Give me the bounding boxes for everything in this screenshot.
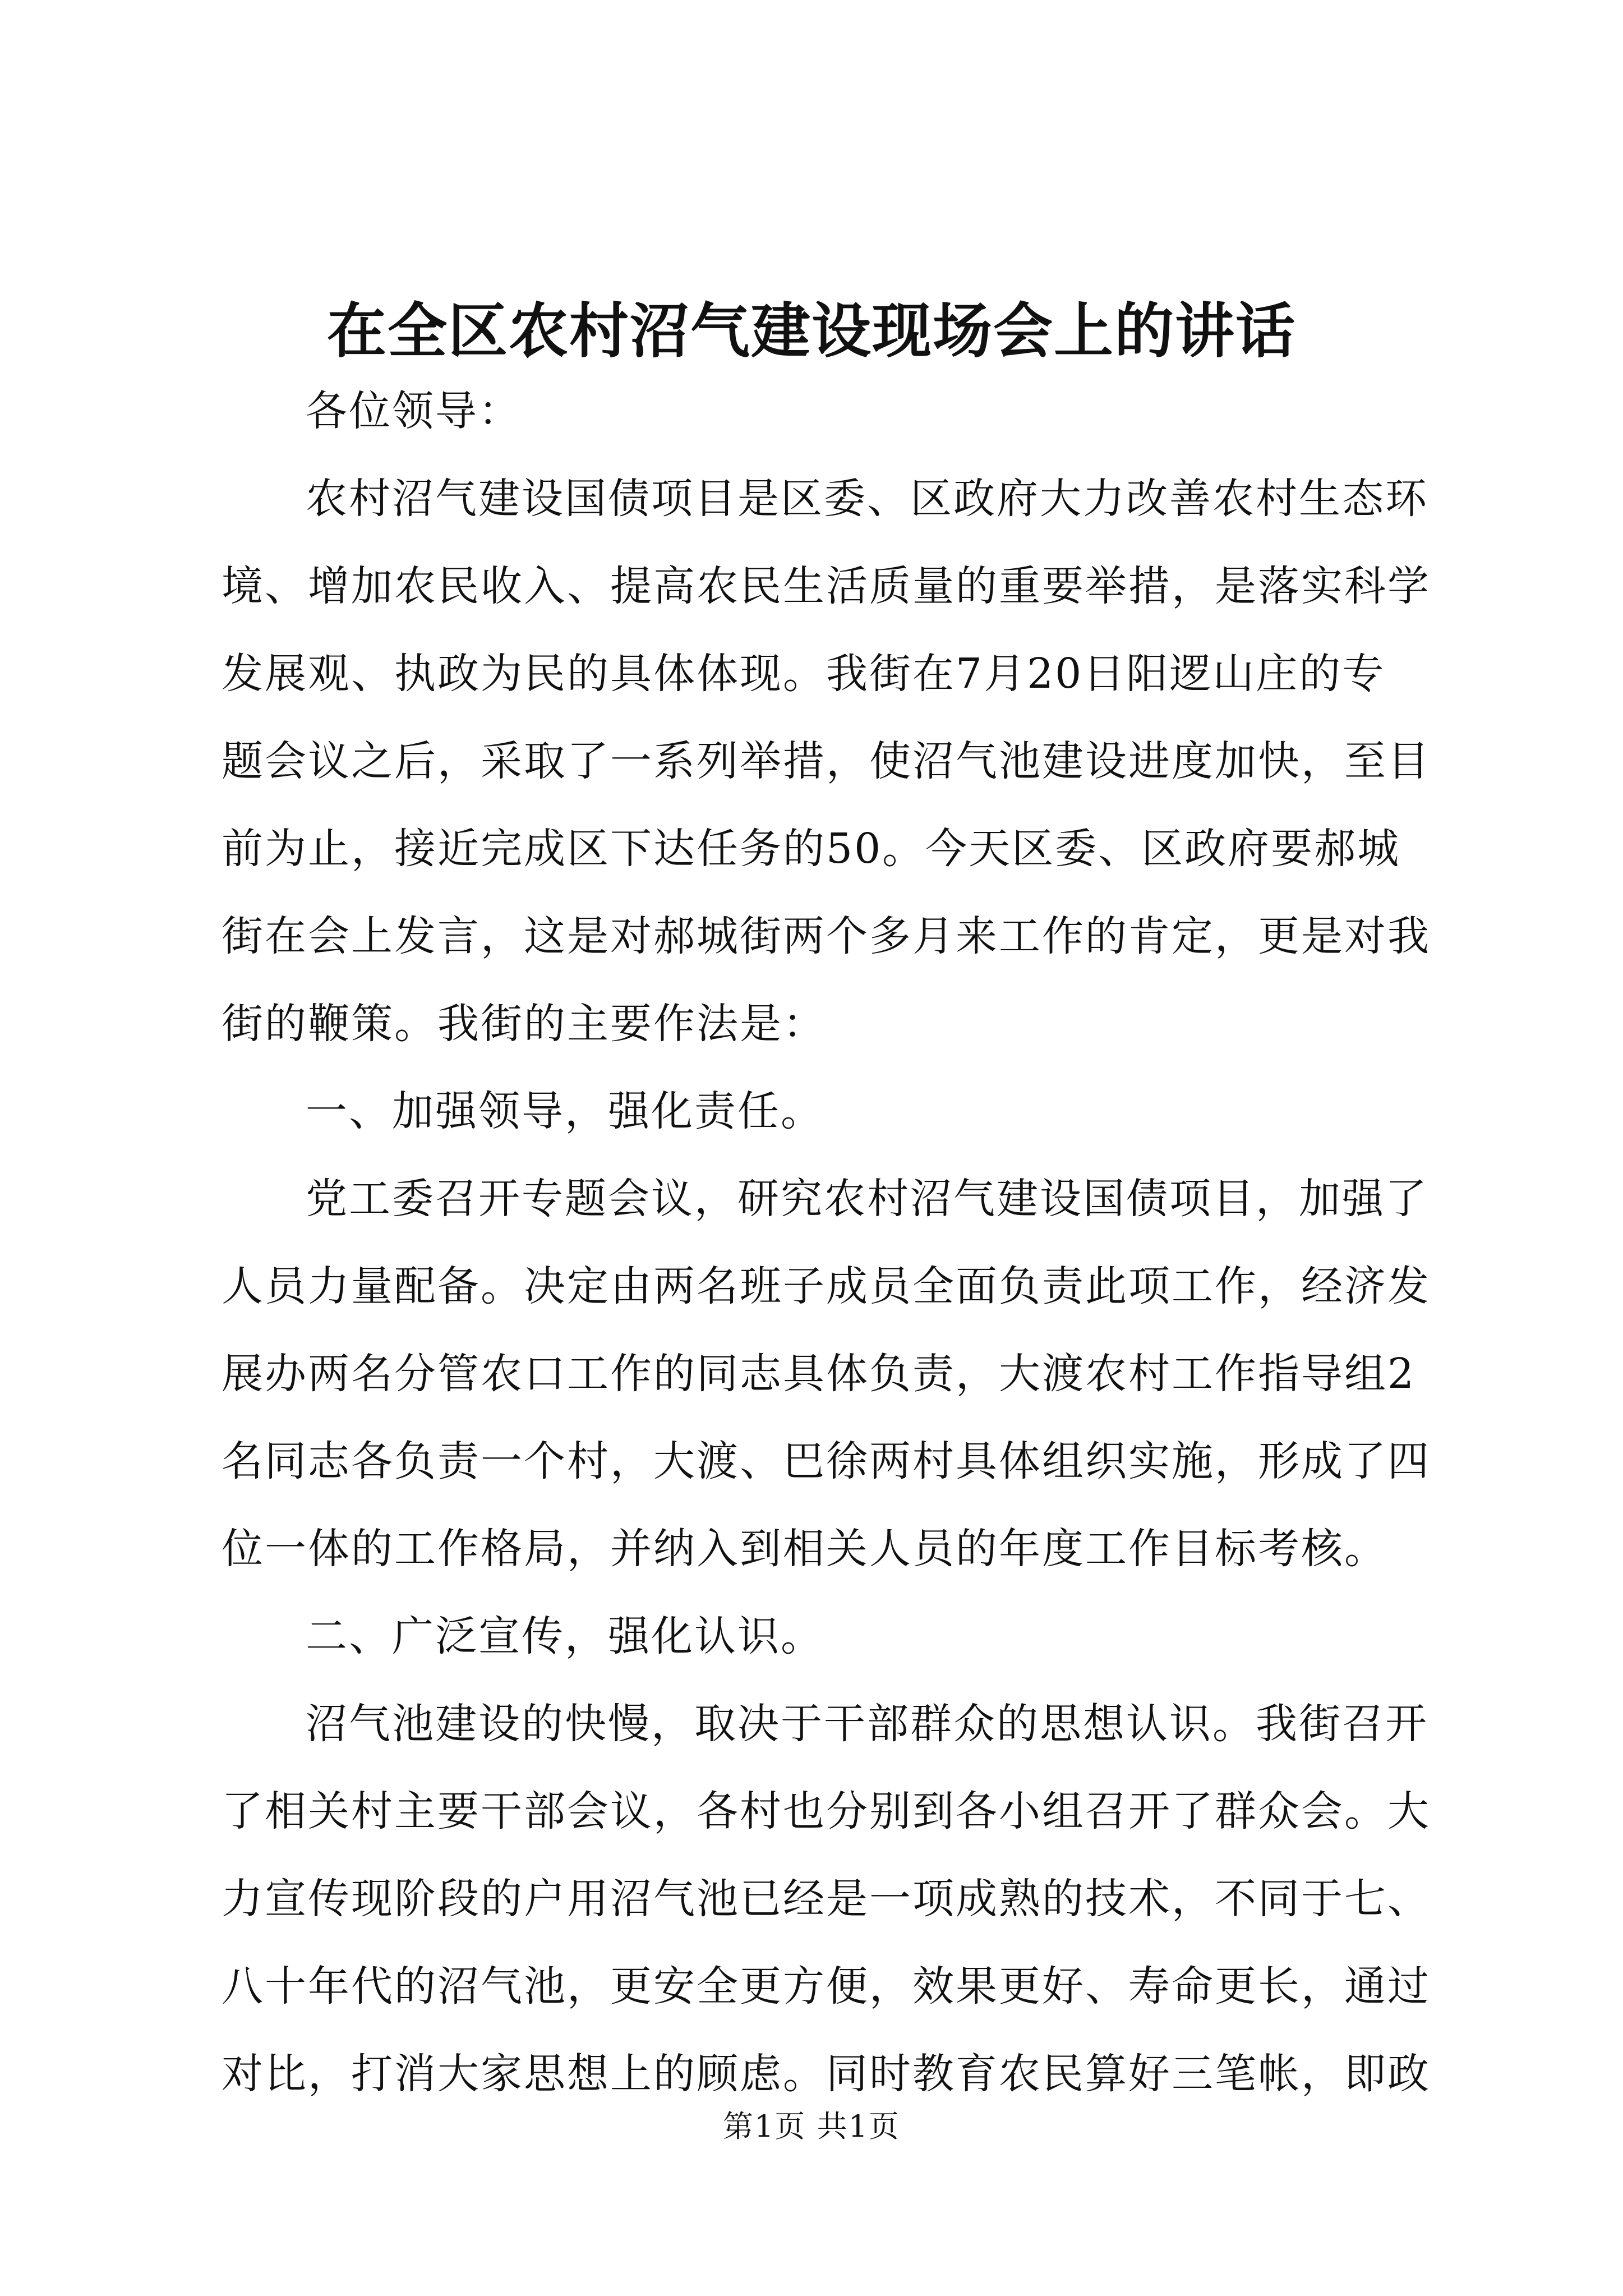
page-footer: 第1页 共1页 <box>723 2109 900 2144</box>
paragraph-line: 名同志各负责一个村，大渡、巴徐两村具体组织实施，形成了四 <box>222 1437 1431 1485</box>
paragraph-line: 前为止，接近完成区下达任务的50。今天区委、区政府要郝城 <box>222 825 1401 873</box>
paragraph-line: 沼气池建设的快慢，取决于干部群众的思想认识。我街召开 <box>306 1700 1428 1748</box>
paragraph-line: 了相关村主要干部会议，各村也分别到各小组召开了群众会。大 <box>222 1787 1431 1835</box>
document-body <box>222 367 1431 2118</box>
paragraph-line: 农村沼气建设国债项目是区委、区政府大力改善农村生态环 <box>306 475 1428 523</box>
paragraph-line: 街的鞭策。我街的主要作法是： <box>222 1000 826 1048</box>
paragraph-line: 展办两名分管农口工作的同志具体负责，大渡农村工作指导组2 <box>222 1350 1416 1398</box>
section-heading: 二、广泛宣传，强化认识。 <box>306 1612 824 1660</box>
paragraph-line: 位一体的工作格局，并纳入到相关人员的年度工作目标考核。 <box>222 1525 1387 1573</box>
paragraph-line: 人员力量配备。决定由两名班子成员全面负责此项工作，经济发 <box>222 1262 1431 1310</box>
document-title: 在全区农村沼气建设现场会上的讲话 <box>327 296 1296 366</box>
section-heading: 一、加强领导，强化责任。 <box>306 1087 824 1135</box>
paragraph-line: 党工委召开专题会议，研究农村沼气建设国债项目，加强了 <box>306 1175 1428 1223</box>
paragraph-line: 力宣传现阶段的户用沼气池已经是一项成熟的技术，不同于七、 <box>222 1875 1431 1923</box>
paragraph-line: 发展观、执政为民的具体体现。我街在7月20日阳逻山庄的专 <box>222 650 1386 698</box>
paragraph-line: 街在会上发言，这是对郝城街两个多月来工作的肯定，更是对我 <box>222 912 1431 960</box>
paragraph-line: 境、增加农民收入、提高农民生活质量的重要举措，是落实科学 <box>222 562 1431 610</box>
paragraph-line: 对比，打消大家思想上的顾虑。同时教育农民算好三笔帐，即政 <box>222 2050 1431 2098</box>
salutation-line: 各位领导： <box>306 387 522 435</box>
paragraph-line: 题会议之后，采取了一系列举措，使沼气池建设进度加快，至目 <box>222 737 1431 785</box>
paragraph-line: 八十年代的沼气池，更安全更方便，效果更好、寿命更长，通过 <box>222 1962 1431 2010</box>
